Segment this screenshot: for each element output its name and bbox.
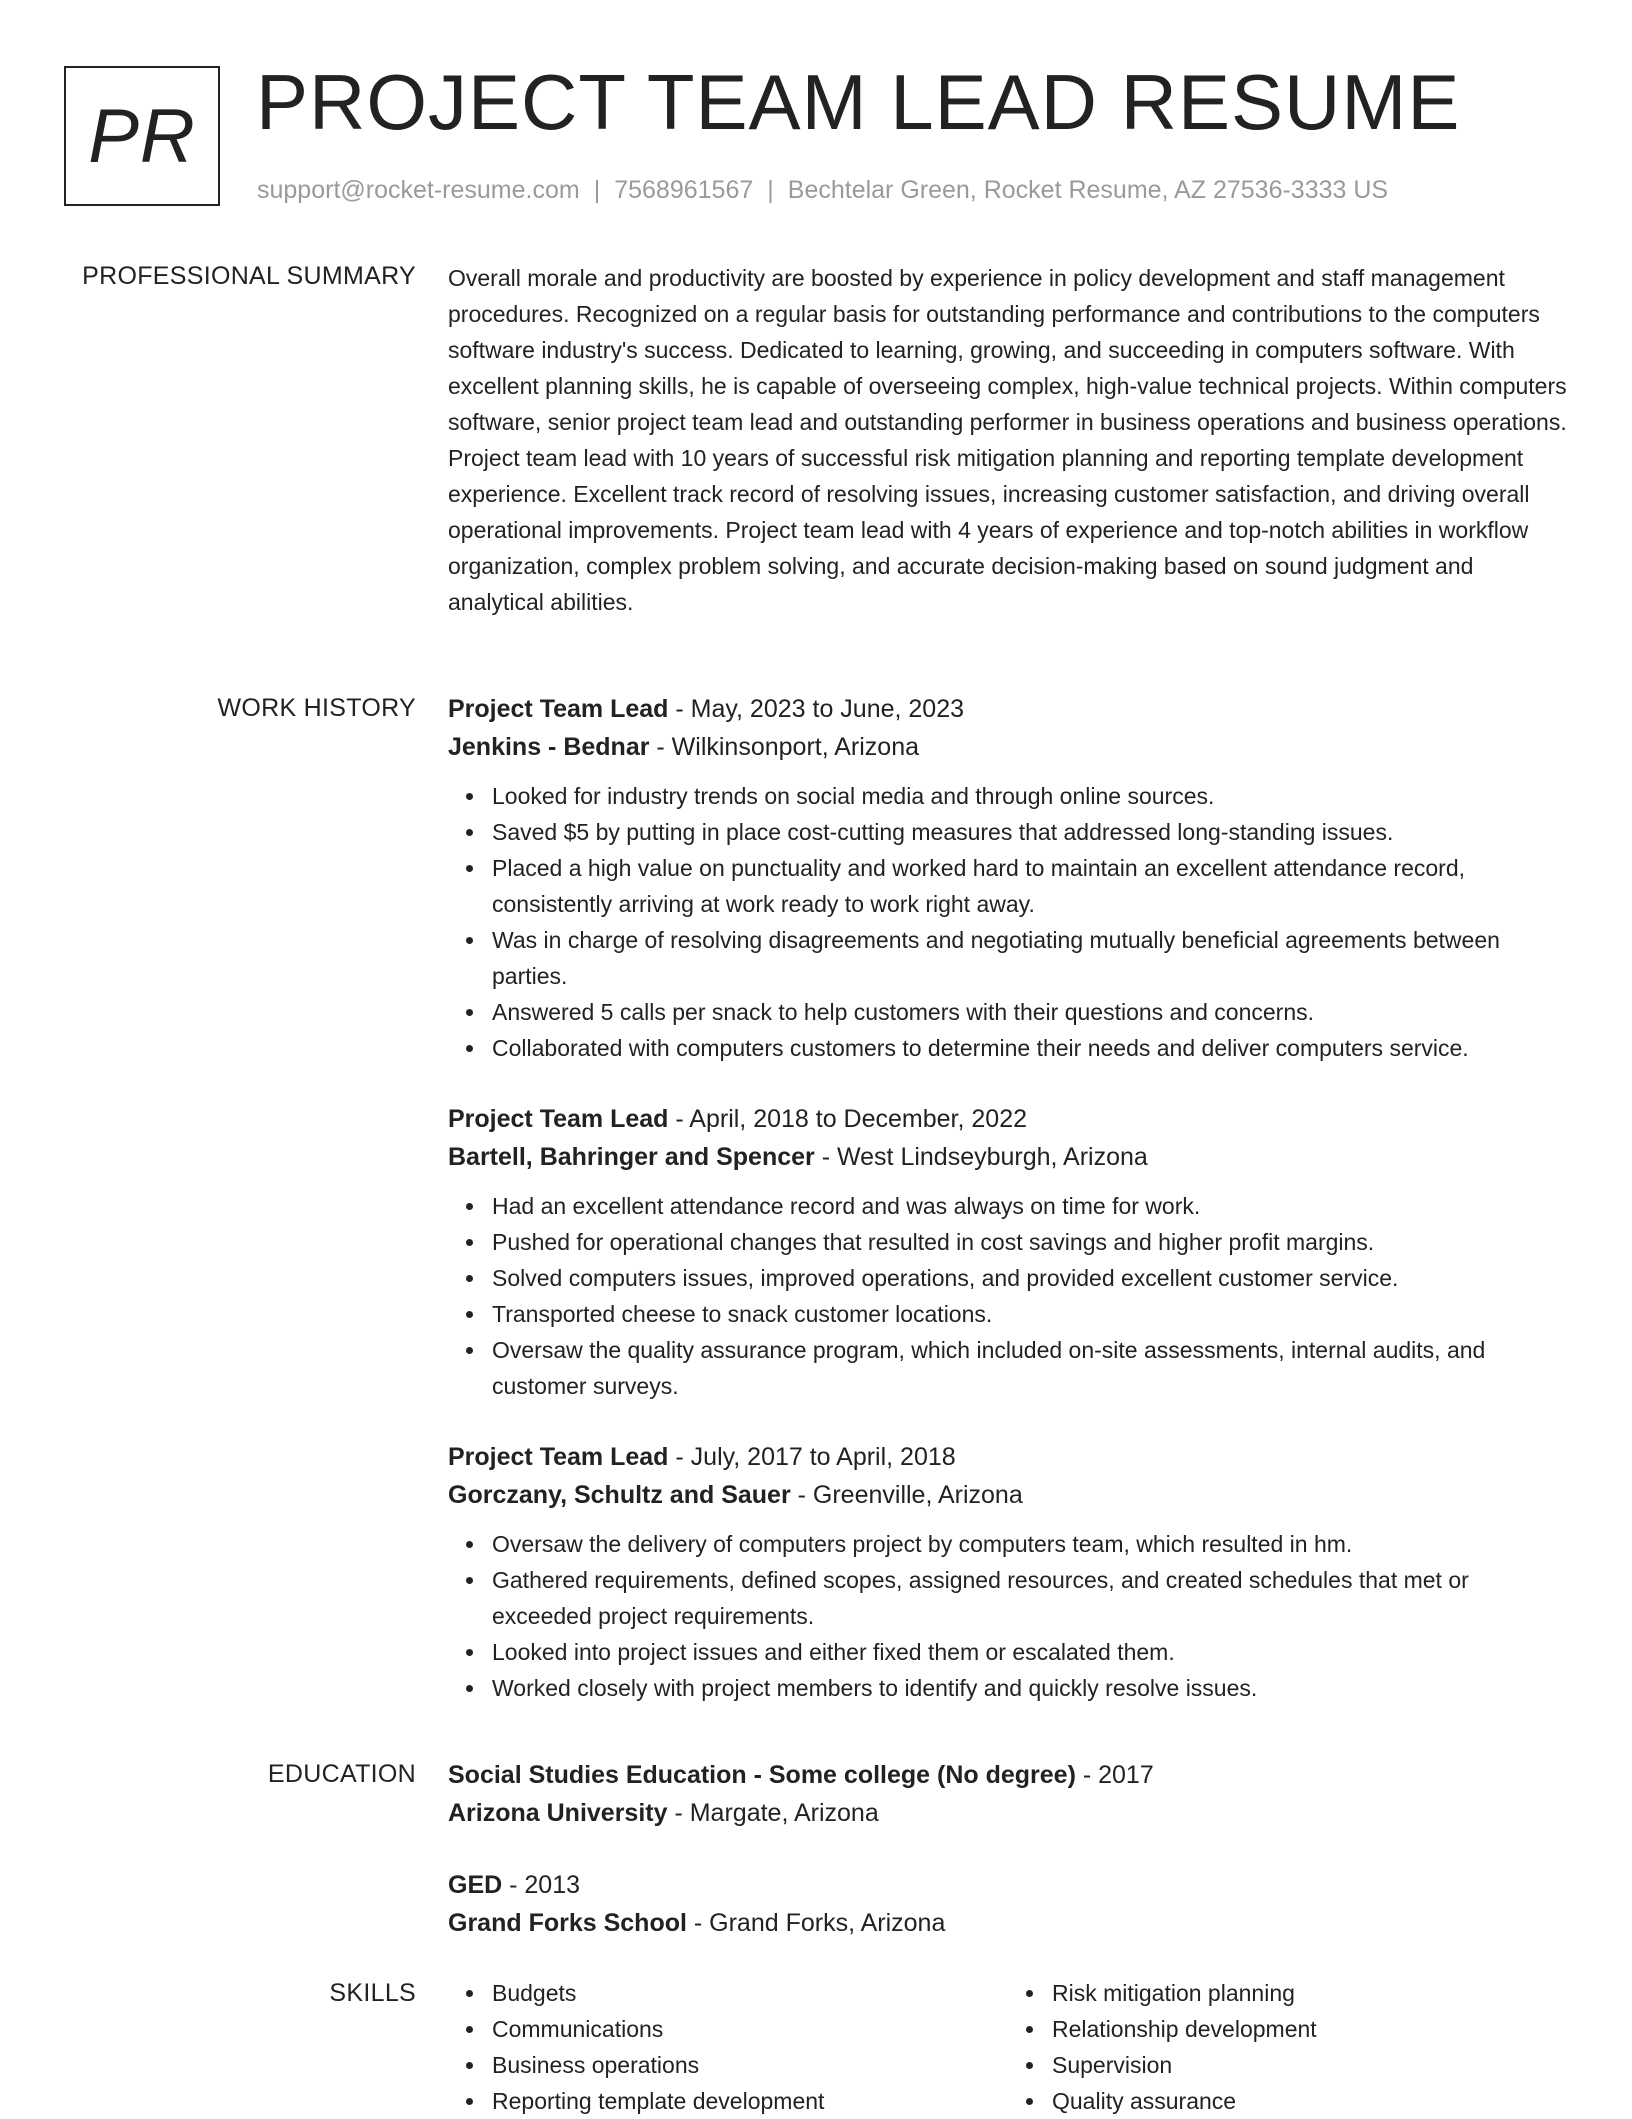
education-entry [448,1756,1568,1832]
section-label-work-history: WORK HISTORY [217,694,416,722]
job-bullets [448,1188,1568,1404]
contact-separator: | [767,176,774,204]
job-bullet: Placed a high value on punctuality and worked hard to maintain an excellent attendance record, consistently arriving at work ready to work right away. [492,850,1568,922]
job-dates: - April, 2018 to December, 2022 [668,1105,1027,1133]
job-company: Gorczany, Schultz and Sauer [448,1481,791,1509]
section-label-skills: SKILLS [329,1979,416,2007]
job-dates: - May, 2023 to June, 2023 [668,695,965,723]
skill-item: Budgets [492,1975,1008,2011]
job-bullets [448,1526,1568,1706]
skills-column-left [448,1975,1008,2119]
contact-email[interactable]: support@rocket-resume.com [257,176,580,204]
job-location: - West Lindseyburgh, Arizona [814,1143,1148,1171]
education-degree-line [448,1866,1568,1904]
education-year: - 2017 [1075,1761,1154,1789]
job-entry [448,1100,1568,1404]
skill-item: Risk mitigation planning [1052,1975,1568,2011]
education-school-line [448,1794,1568,1832]
education-degree: GED [448,1871,503,1899]
contact-phone[interactable]: 7568961567 [614,176,754,204]
skill-item: Relationship development [1052,2011,1568,2047]
summary-text: Overall morale and productivity are boosted by experience in policy development and staff management procedures. Recognized on a regular basis for outstanding performance and contributions to the computers software industry's success. Dedicated to learning, growing, and succeeding in computers software. With excellent planning skills, he is capable of overseeing complex, high-value technical projects. Within computers software, senior project team lead and outstanding performer in business operations and business operations. Project team lead with 10 years of successful risk mitigation planning and reporting template development experience. Excellent track record of resolving issues, increasing customer satisfaction, and driving overall operational improvements. Project team lead with 4 years of experience and top-notch abilities in workflow organization, complex problem solving, and accurate decision-making based on sound judgment and analytical abilities. [448,265,1567,615]
education-degree-line [448,1756,1568,1794]
job-company: Bartell, Bahringer and Spencer [448,1143,815,1171]
education-school-line [448,1904,1568,1942]
job-title-line [448,690,1568,728]
job-bullet: Looked into project issues and either fixed them or escalated them. [492,1634,1568,1670]
job-company-line [448,728,1568,766]
education-location: - Margate, Arizona [667,1799,879,1827]
job-title: Project Team Lead [448,1105,669,1133]
section-label-education: EDUCATION [267,1760,416,1788]
contact-line [257,174,1388,206]
section-label-summary: PROFESSIONAL SUMMARY [82,262,416,290]
job-bullet: Saved $5 by putting in place cost-cutting measures that addressed long-standing issues. [492,814,1568,850]
job-title: Project Team Lead [448,1443,669,1471]
job-bullet: Answered 5 calls per snack to help customers with their questions and concerns. [492,994,1568,1030]
monogram-logo: PR [64,66,220,206]
education-location: - Grand Forks, Arizona [686,1909,946,1937]
contact-separator: | [593,176,601,204]
job-bullets [448,778,1568,1066]
contact-address: Bechtelar Green, Rocket Resume, AZ 27536-3333 US [787,176,1389,204]
job-bullet: Gathered requirements, defined scopes, assigned resources, and created schedules that met or exceeded project requirements. [492,1562,1568,1634]
job-bullet: Oversaw the quality assurance program, which included on-site assessments, internal audits, and customer surveys. [492,1332,1568,1404]
resume-title: PROJECT TEAM LEAD RESUME [256,58,1461,146]
job-bullet: Pushed for operational changes that resulted in cost savings and higher profit margins. [492,1224,1568,1260]
job-bullet: Oversaw the delivery of computers project by computers team, which resulted in hm. [492,1526,1568,1562]
skill-item: Supervision [1052,2047,1568,2083]
job-bullet: Had an excellent attendance record and was always on time for work. [492,1188,1568,1224]
skill-item: Reporting template development [492,2083,1008,2119]
education-school: Arizona University [448,1799,668,1827]
education-entry [448,1866,1568,1942]
job-bullet: Looked for industry trends on social media and through online sources. [492,778,1568,814]
skills-column-right [1008,1975,1568,2119]
job-title-line [448,1438,1568,1476]
skill-item: Business operations [492,2047,1008,2083]
job-bullet: Solved computers issues, improved operations, and provided excellent customer service. [492,1260,1568,1296]
skill-item: Quality assurance [1052,2083,1568,2119]
education-degree: Social Studies Education - Some college (No degree) [448,1761,1076,1789]
job-bullet: Was in charge of resolving disagreements and negotiating mutually beneficial agreements between parties. [492,922,1568,994]
job-company: Jenkins - Bednar [448,733,650,761]
job-bullet: Worked closely with project members to identify and quickly resolve issues. [492,1670,1568,1706]
job-bullet: Collaborated with computers customers to determine their needs and deliver computers service. [492,1030,1568,1066]
job-title: Project Team Lead [448,695,669,723]
job-location: - Greenville, Arizona [790,1481,1023,1509]
job-company-line [448,1476,1568,1514]
job-bullet: Transported cheese to snack customer locations. [492,1296,1568,1332]
job-entry [448,1438,1568,1706]
job-entry [448,690,1568,1066]
job-location: - Wilkinsonport, Arizona [649,733,919,761]
job-dates: - July, 2017 to April, 2018 [668,1443,956,1471]
skill-item: Communications [492,2011,1008,2047]
skills-grid [448,1975,1568,2119]
education-school: Grand Forks School [448,1909,687,1937]
education-year: - 2013 [502,1871,581,1899]
job-company-line [448,1138,1568,1176]
job-title-line [448,1100,1568,1138]
